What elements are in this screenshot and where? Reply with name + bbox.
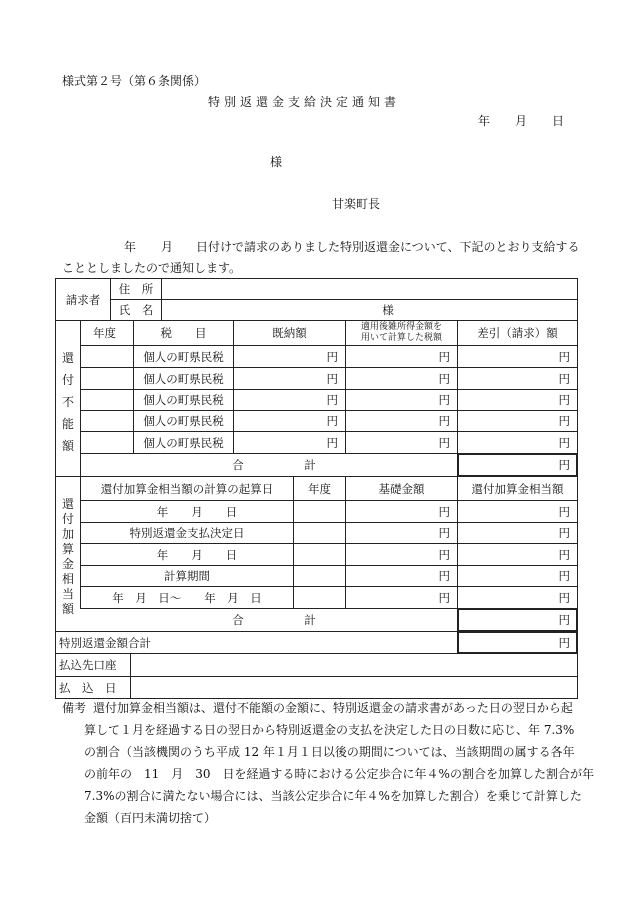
refund-total-label-1: 合 [232,458,244,472]
refund-total-unit: 円 [558,458,570,472]
intro-year: 年 [124,240,137,254]
pay-date-label: 払 込 日 [59,680,117,695]
date-month: 月 [515,114,528,128]
intro-text-1: 日付けで請求のありました特別返還金について、下記のとおり支給する [196,240,580,254]
note-line-1: 還付加算金相当額は、還付不能額の金額に、特別返還金の請求書があった日の翌日から起 [93,701,573,715]
address-field[interactable] [162,279,577,299]
bank-account-label: 払込先口座 [59,658,117,672]
addition-total-unit: 円 [558,613,570,627]
page-title: 特別返還金支給決定通知書 [208,95,401,109]
refund-header-corrected: 適用後雑所得金額を 用いて計算した税額 [360,322,442,343]
refund-header-diff: 差引（請求）額 [477,326,558,340]
refund-header-tax: 税 目 [160,326,207,340]
issuer: 甘楽町長 [332,197,381,211]
intro-text-2: こととしましたので通知します。 [62,261,242,275]
note-line-6: 金額（百円未満切捨て） [84,811,217,825]
note-head: 備考 [62,701,87,715]
refund-side-label: 還 付 不 能 額 [61,351,74,453]
pay-date-field[interactable] [131,677,577,698]
addition-side-label: 還 付 加 算 金 相 当 額 [61,497,74,616]
note-line-4: の前年の 11 月 30 日を経過する時における公定歩合に年４%の割合を加算した割合が年 [84,767,594,781]
claimant-label: 請求者 [65,292,101,307]
refund-header-paid: 既納額 [272,326,307,340]
grand-total-unit: 円 [558,635,570,650]
name-suffix: 様 [382,303,394,317]
form-number: 様式第２号（第６条関係） [62,74,207,88]
date-year: 年 [478,114,491,128]
note-line-2: 算して１月を経過する日の翌日から特別返還金の支払を決定した日の日数に応じ、年 7.3% [84,723,575,737]
addressee-suffix: 様 [270,155,283,169]
addition-header-amount: 還付加算金相当額 [471,481,564,496]
note-line-5: 7.3%の割合に満たない場合には、当該公定歩合に年４%を加算した割合）を乗じて計算した [84,789,582,803]
date-day: 日 [552,114,565,128]
address-label: 住 所 [118,282,154,296]
name-label: 氏 名 [118,303,154,317]
addition-header-year: 年度 [308,481,331,496]
grand-total-label: 特別返還金額合計 [59,635,151,650]
addition-total-label-1: 合 [232,613,244,627]
intro-month: 月 [161,240,174,254]
addition-total-label-2: 計 [304,613,316,627]
bank-account-field[interactable] [131,654,577,676]
addition-header-base: 基礎金額 [378,481,425,496]
refund-header-year: 年度 [93,326,116,340]
refund-total-label-2: 計 [304,458,316,472]
note-line-3: の割合（当該機関のうち平成 12 年１月１日以後の期間については、当該期間の属する各年 [84,745,575,759]
addition-header-basis: 還付加算金相当額の計算の起算日 [100,481,274,496]
